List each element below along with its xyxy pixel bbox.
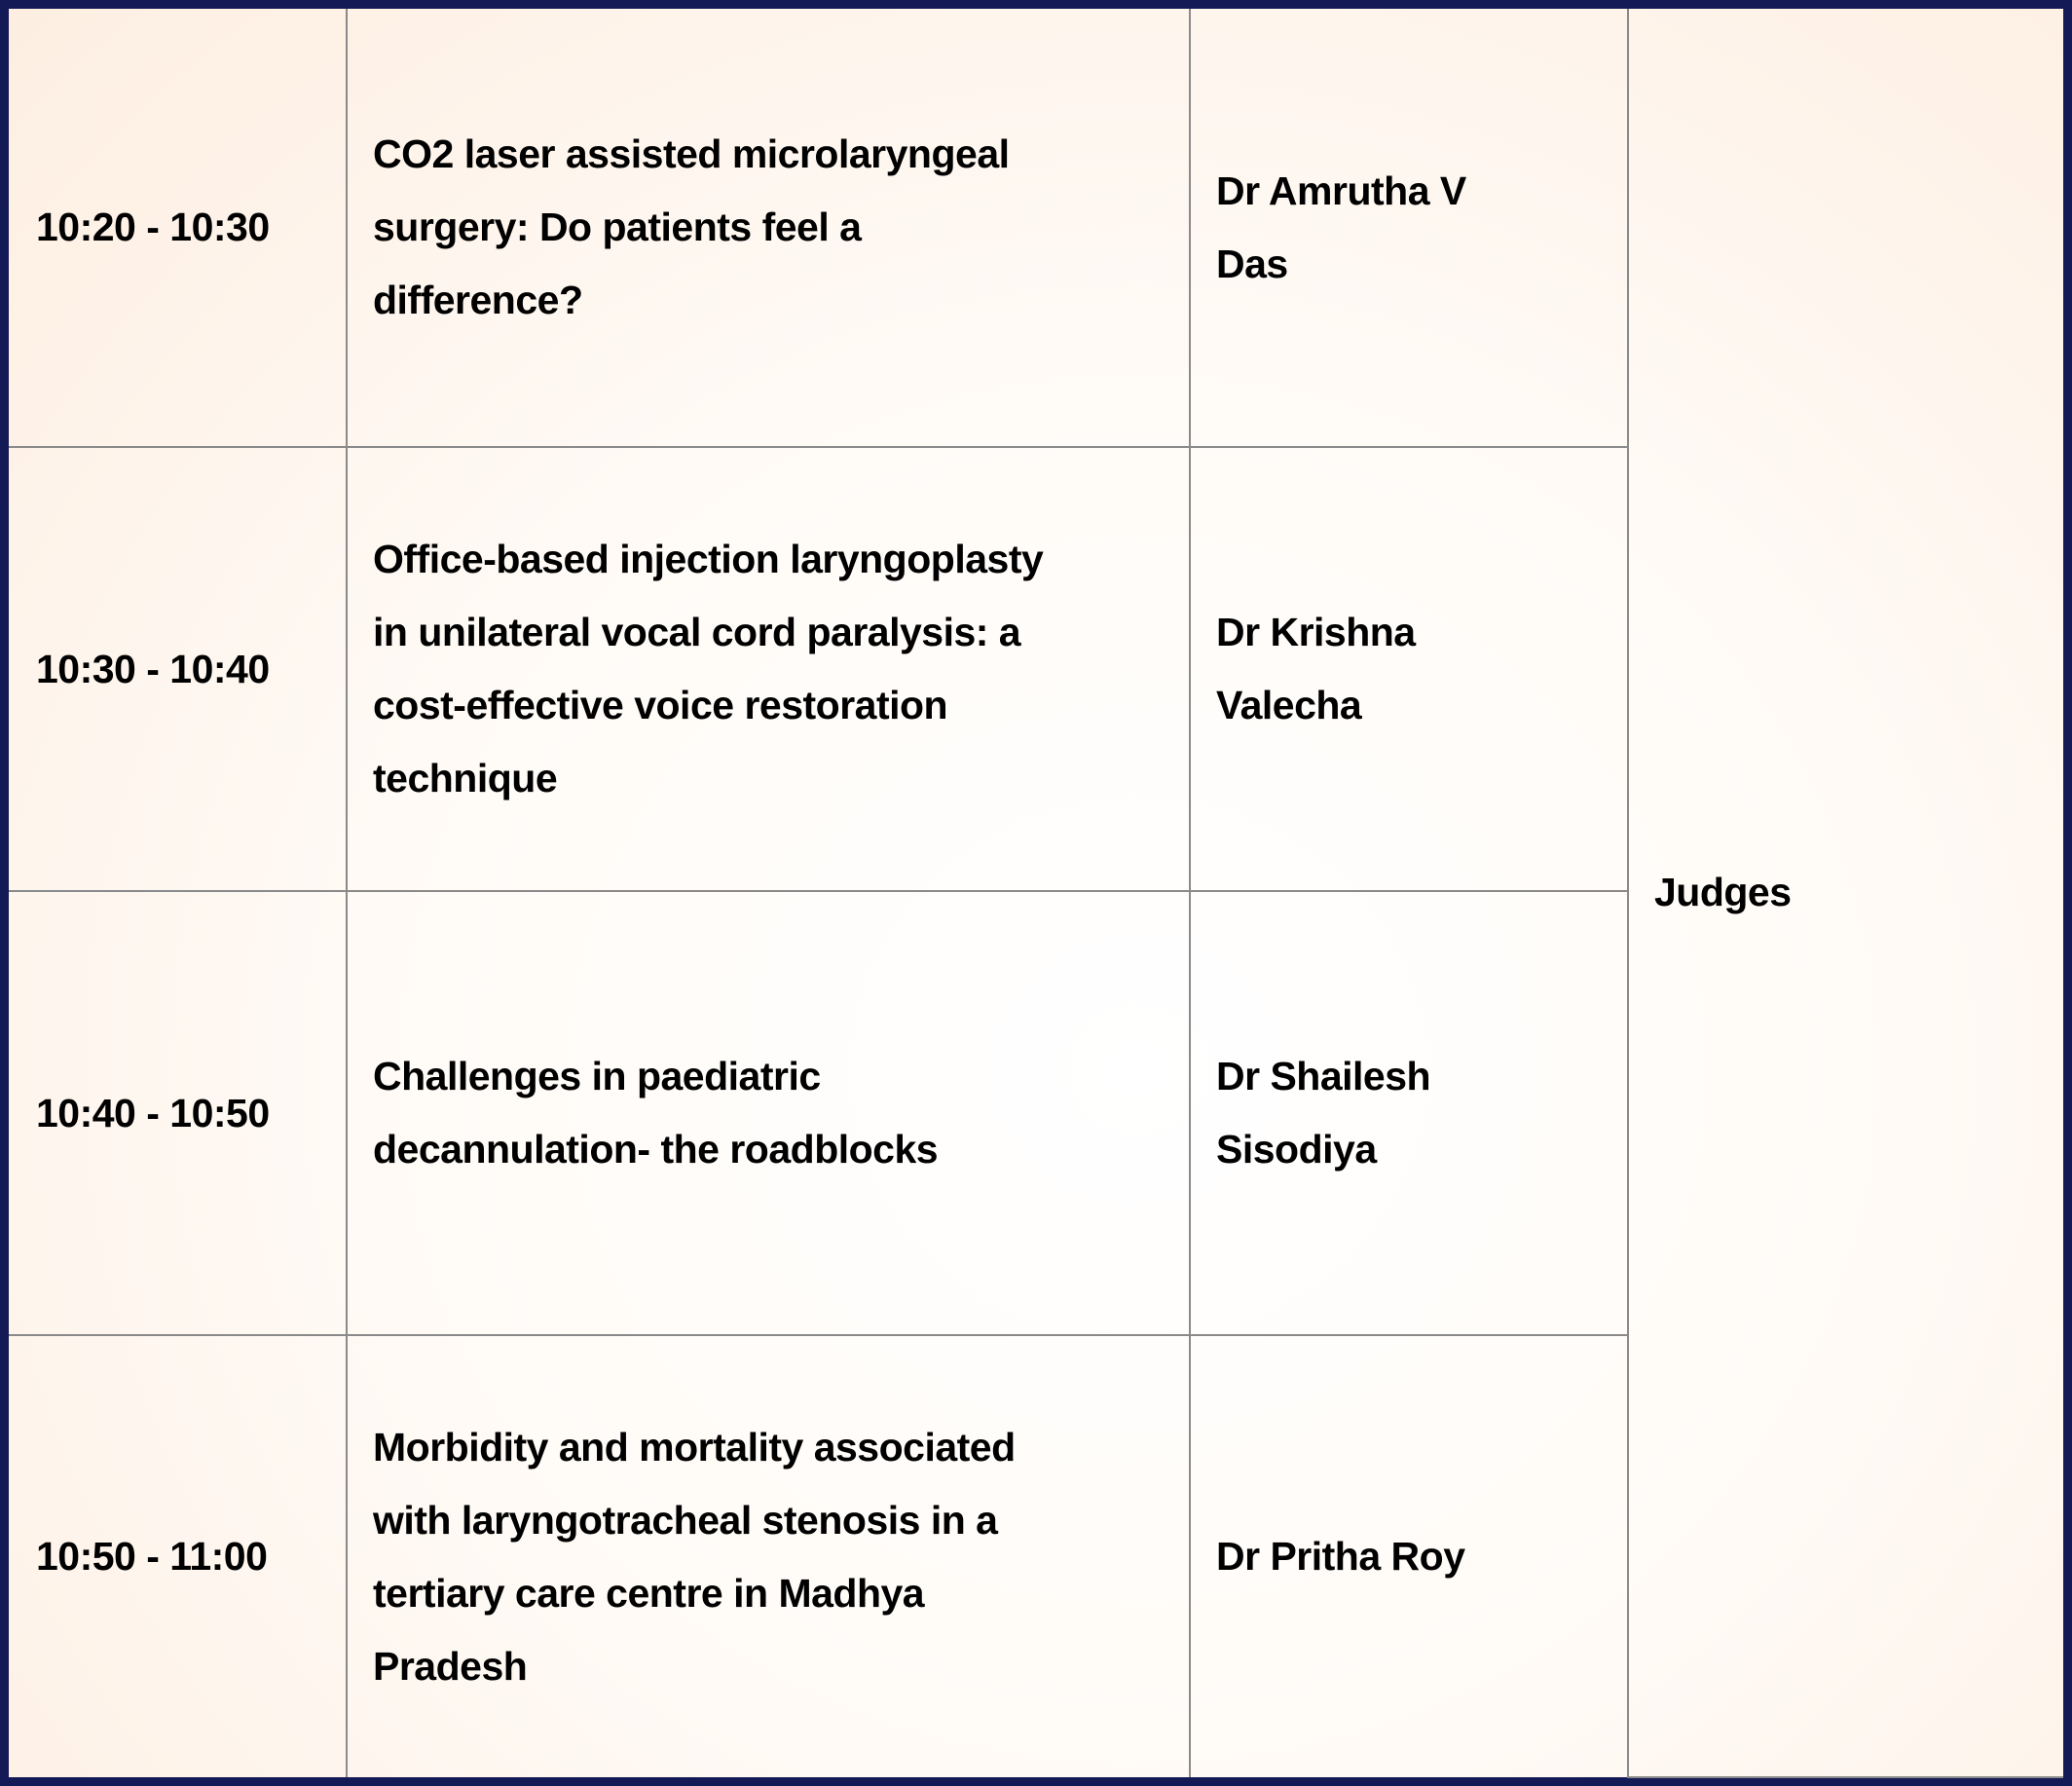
time-slot: 10:20 - 10:30 <box>9 9 347 447</box>
talk-title: CO2 laser assisted microlaryngeal surgery: Do patients feel a difference? <box>347 9 1190 447</box>
speaker-name: Dr Amrutha V Das <box>1190 9 1628 447</box>
speaker-name: Dr Pritha Roy <box>1190 1335 1628 1777</box>
table-row <box>9 9 2063 447</box>
talk-title: Challenges in paediatric decannulation- the roadblocks <box>347 891 1190 1335</box>
time-slot: 10:40 - 10:50 <box>9 891 347 1335</box>
speaker-name: Dr Krishna Valecha <box>1190 447 1628 891</box>
speaker-name: Dr Shailesh Sisodiya <box>1190 891 1628 1335</box>
judges-cell: Judges <box>1628 9 2063 1777</box>
time-slot: 10:50 - 11:00 <box>9 1335 347 1777</box>
time-slot: 10:30 - 10:40 <box>9 447 347 891</box>
talk-title: Morbidity and mortality associated with laryngotracheal stenosis in a tertiary care centre in Madhya Pradesh <box>347 1335 1190 1777</box>
schedule-table <box>9 9 2063 1778</box>
talk-title: Office-based injection laryngoplasty in unilateral vocal cord paralysis: a cost-effective voice restoration technique <box>347 447 1190 891</box>
